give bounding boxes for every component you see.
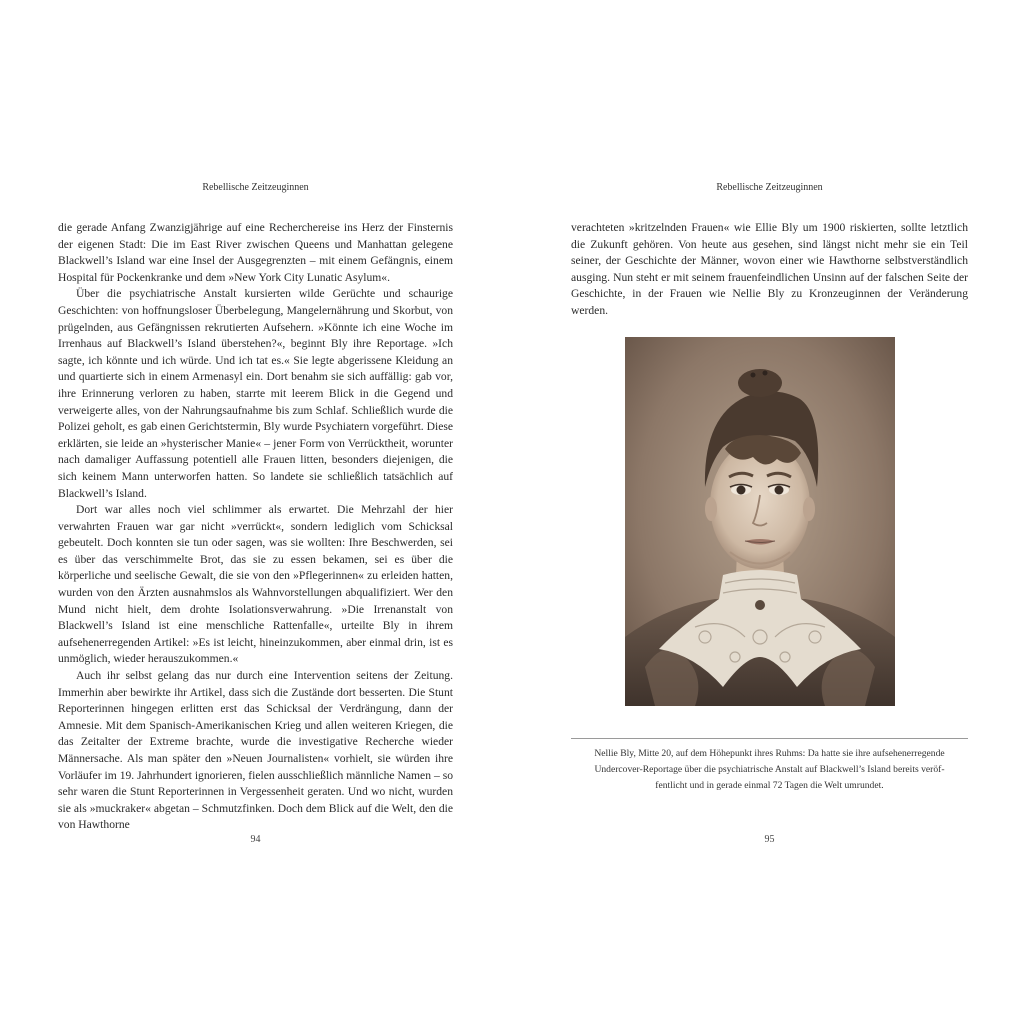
portrait-photo xyxy=(625,337,895,706)
caption-line: Nellie Bly, Mitte 20, auf dem Höhepunkt ihres Ruhms: Da hatte sie ihre aufsehenerregende xyxy=(594,748,945,759)
caption-line: fentlicht und in gerade einmal 72 Tagen die Welt umrundet. xyxy=(655,780,884,791)
photo-caption xyxy=(571,746,968,794)
running-head: Rebellische Zeitzeuginnen xyxy=(202,182,309,193)
body-text xyxy=(58,220,453,834)
caption-divider xyxy=(571,738,968,739)
caption-line: Undercover-Reportage über die psychiatrische Anstalt auf Blackwell’s Island bereits veröf- xyxy=(594,764,945,775)
page-number: 94 xyxy=(250,834,261,845)
paragraph: die gerade Anfang Zwanzigjährige auf eine Recherchereise ins Herz der Finsternis der eigenen Stadt: Die im East River zwischen Queens und Manhattan gelegene Blackwell’s Island war eine Insel der Ausgegrenzten – mit einem Gefängnis, einem Hospital für Pockenkranke und dem »New York City Lunatic Asylum«. xyxy=(58,221,453,284)
body-text xyxy=(571,220,968,320)
paragraph: Über die psychiatrische Anstalt kursierten wilde Gerüchte und schaurige Geschichten: von hoffnungsloser Überbelegung, Mangelernährung und Skorbut, von prügelnden, aus Gefängnissen rekrutierten Aufsehern. »Könnte ich eine Woche im Irrenhaus auf Blackwell’s Island überstehen?«, beginnt Bly ihre Reportage. »Ich sagte, ich könnte und ich würde. Und ich tat es.« Sie legte abgerissene Kleidung an und quartierte sich in einem Armenasyl ein. Dort benahm sie sich auffällig: gab vor, ihre Erinnerung verloren zu haben, starrte mit leerem Blick in die Gegend und verweigerte alles, von der Nahrungsaufnahme bis zum Schlaf. Schließlich wurde die Polizei geholt, es gab einen Gerichtstermin, Bly wurde Psychiatern vorgeführt. Diese erklärten, sie leide an »hysterischer Manie« – jener Form von Verrücktheit, worunter nach damaliger Auffassung potentiell alle Frauen litten, besonders diejenigen, die sich keinem Mann unterworfen hatten. So landete sie schließlich tatsächlich auf Blackwell’s Island. xyxy=(58,287,453,500)
paragraph: Dort war alles noch viel schlimmer als erwartet. Die Mehrzahl der hier verwahrten Frauen war gar nicht »verrückt«, sondern lediglich vom Schicksal gebeutelt. Doch konnten sie tun oder sagen, was sie wollten: Ihre Beschwerden, sei es über das verschimmelte Brot, das sie zu essen bekamen, sei es über die körperliche und seelische Gewalt, die sie von den »Pflegerinnen« zu erleiden hatten, wurden von den Ärzten ausnahmslos als Wahnvorstellungen abqualifiziert. Wer den Mund nicht hielt, dem drohte Isolationsverwahrung. »Die Irrenanstalt von Blackwell’s Island ist eine menschliche Rattenfalle«, urteilte Bly in ihrem aufsehenerregenden Artikel: »Es ist leicht, hineinzukommen, aber einmal drin, ist es unmöglich, wieder herauszukommen.« xyxy=(58,503,453,666)
portrait-illustration xyxy=(625,337,895,706)
right-page xyxy=(571,0,968,1024)
paragraph: verachteten »kritzelnden Frauen« wie Ellie Bly um 1900 riskierten, sollte letztlich die Zukunft gehören. Von heute aus gesehen, sind längst nicht mehr sie ein Teil seiner, der Geschichte der Männer, wovon einer wie Hawthorne selbstverständlich ausging. Nun steht er mit seinem frauenfeindlichen Unsinn auf der falschen Seite der Geschichte, in der Frauen wie Nellie Bly zu Kronzeuginnen der Veränderung werden. xyxy=(571,221,968,317)
paragraph: Auch ihr selbst gelang das nur durch eine Intervention seitens der Zeitung. Immerhin aber bewirkte ihr Artikel, dass sich die Zustände dort besserten. Die Stunt Reporterinnen hingegen erlitten erst das Schicksal der Verdrängung, dann der Amnesie. Mit dem Spanisch-Amerikanischen Krieg und allen weiteren Kriegen, die das Zeitalter der Extreme brachte, wurde die investigative Recherche wieder Männersache. Als man später den »Neuen Journalisten« vorhielt, sie würden ihre Vorläufer im 19. Jahrhundert ignorieren, fielen ausschließlich männliche Namen – so sehr waren die Stunt Reporterinnen in Vergessenheit geraten. Und wo nicht, wurden sie als »muckraker« abgetan – Schmutzfinken. Doch dem Blick auf die Welt, den die von Hawthorne xyxy=(58,669,453,832)
page-number: 95 xyxy=(764,834,775,845)
running-head: Rebellische Zeitzeuginnen xyxy=(716,182,823,193)
left-page xyxy=(58,0,453,1024)
